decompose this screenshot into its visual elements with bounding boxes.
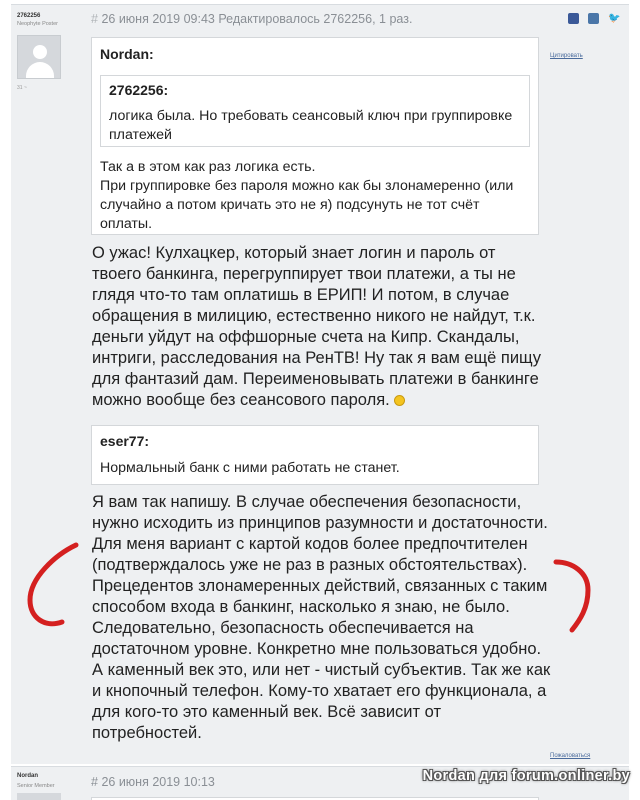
post-date: 26 июня 2019 09:43 bbox=[101, 12, 215, 26]
quote-author-2: eser77: bbox=[100, 433, 150, 449]
reply-text-2: Я вам так напишу. В случае обеспечения безопасности, нужно исходить из принципов разумности и достаточности. Для меня вариант с картой кодов более предпочтителен (подтверждалось уже не раз в разных обстоятельствах). Прецедентов злонамеренных действий, связанных с таким способом входа в банкинг, насколько я знаю, не было. Следовательно, безопасность обеспечивается на достаточном уровне. Конкретно мне пользоваться удобно. А каменный век это, или нет - чистый субъектив. Так же как и кнопочный телефон. Кому-то хватает его функционала, а для кого-то это каменный век. Всё зависит от потребностей. bbox=[92, 493, 551, 742]
next-author-rank: Senior Member bbox=[17, 783, 55, 789]
editor-name[interactable]: 2762256 bbox=[323, 12, 373, 26]
nested-quote-text: логика была. Но требовать сеансовый ключ при группировке платежей bbox=[109, 108, 513, 143]
left-bracket-mark bbox=[30, 545, 76, 624]
next-author-name[interactable]: Nordan bbox=[17, 773, 38, 779]
edit-count: , 1 раз. bbox=[372, 12, 413, 26]
author-rank: Neophyte Poster bbox=[17, 21, 58, 27]
post-anchor-link[interactable]: # bbox=[91, 12, 98, 26]
edited-label: Редактировалось bbox=[218, 12, 320, 26]
twitter-icon[interactable]: 🐦 bbox=[608, 13, 621, 24]
author-meta: 31 ~ bbox=[17, 85, 27, 91]
quote-text: Так а в этом как раз логика есть. При группировке без пароля можно как бы злонамеренно (или случайно а потом кричать это не я) подсунуть не тот счёт оплаты. bbox=[100, 159, 514, 232]
reply-text-content: О ужас! Кулхацкер, который знает логин и пароль от твоего банкинга, перегруппирует твои платежи, а ты не глядя что-то там оплатишь в ЕРИП! И потом, в случае обращения в милицию, естественно никого не найдут, т.к. деньги уйдут на оффшорные счета на Кипр. Скандалы, интриги, расследования на РенТВ! Ну так я вам ещё пищу для фантазий дам. Переименовывать платежи в банкинге можно вообще без сеансового пароля. bbox=[92, 244, 542, 409]
nested-quote-author: 2762256: bbox=[109, 82, 169, 98]
next-post-anchor-link[interactable]: # bbox=[91, 775, 98, 789]
watermark: Nordan для forum.onliner.by bbox=[422, 768, 630, 784]
next-post-date: 26 июня 2019 10:13 bbox=[101, 775, 215, 789]
right-bracket-mark bbox=[556, 562, 588, 630]
author-name[interactable]: 2762256 bbox=[17, 13, 41, 19]
quote-text-2: Нормальный банк с ними работать не станет. bbox=[100, 460, 400, 476]
complain-link[interactable]: Пожаловаться bbox=[550, 753, 591, 759]
quote-author: Nordan: bbox=[100, 46, 154, 62]
cite-link[interactable]: Цитировать bbox=[550, 53, 583, 59]
